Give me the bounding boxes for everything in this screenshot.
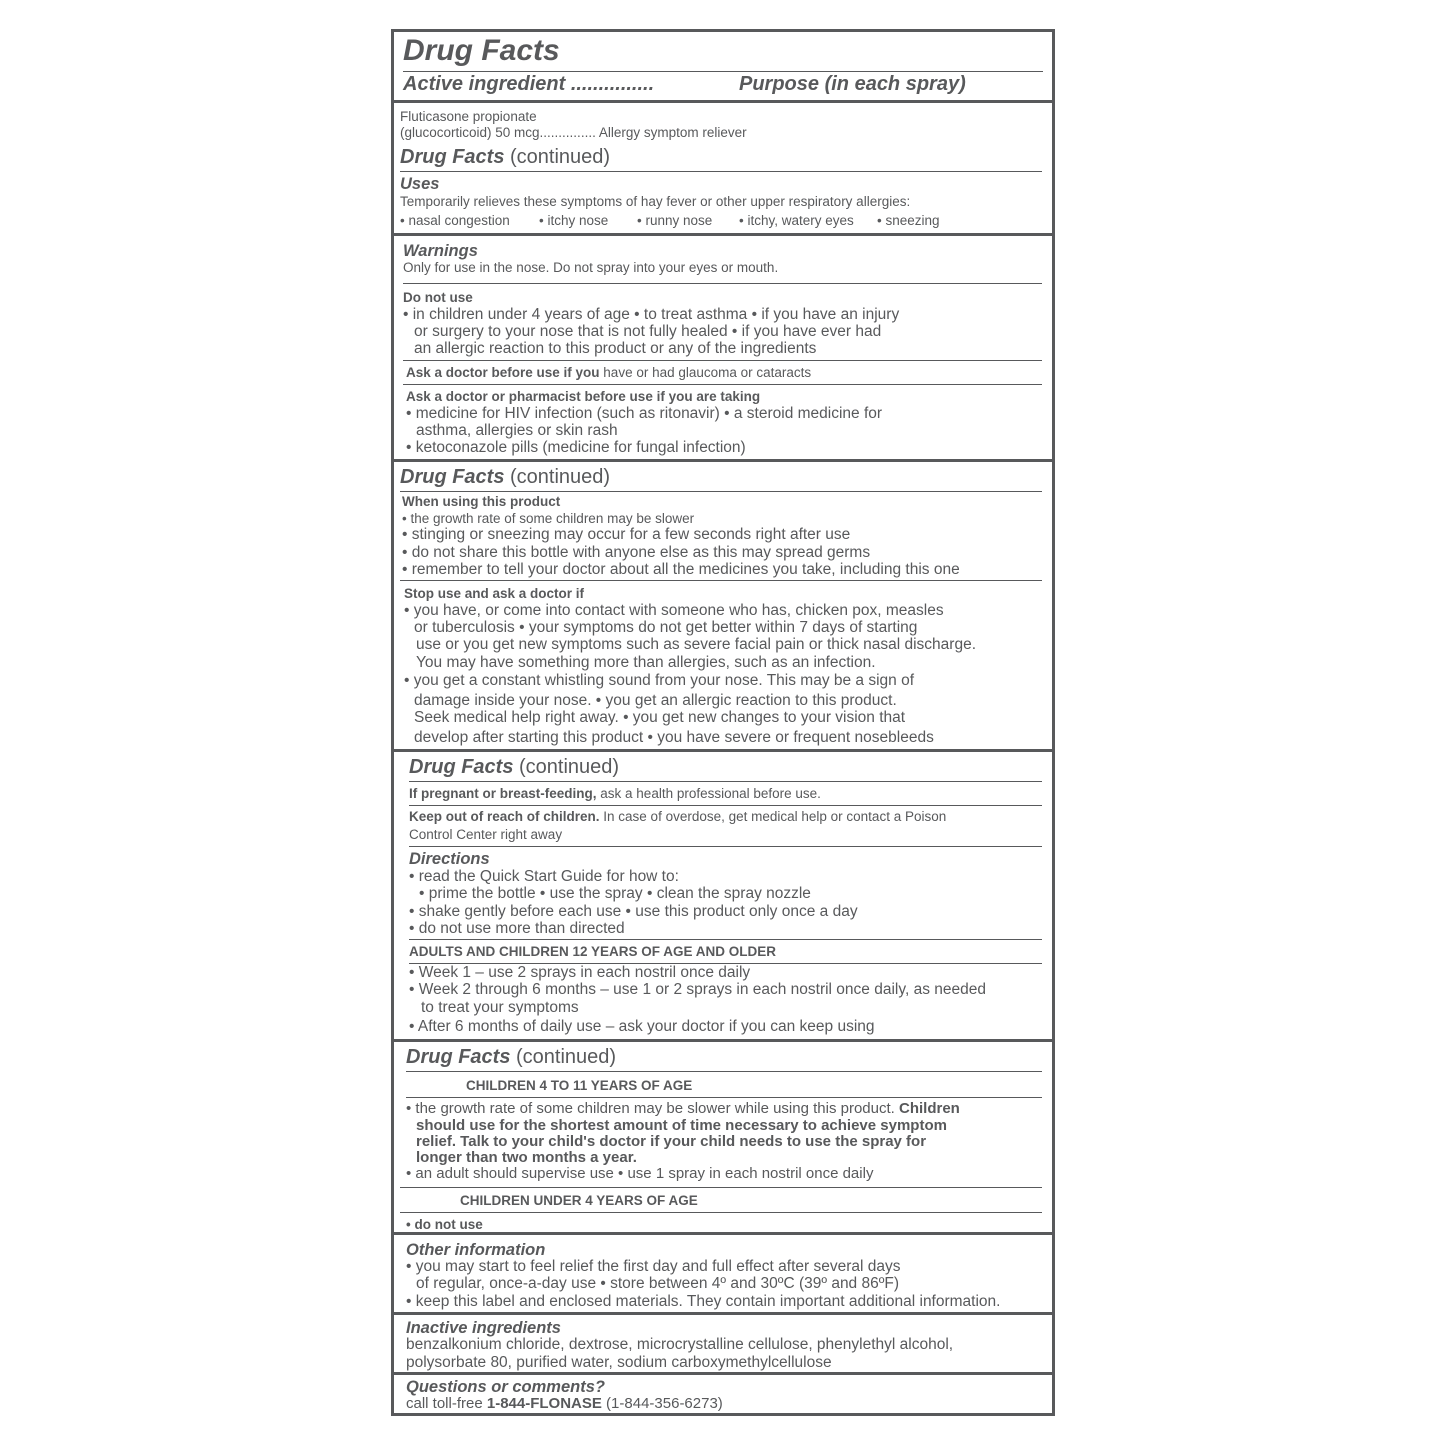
title-rule <box>403 71 1043 72</box>
stop-use-line: You may have something more than allergies, such as an infection. <box>416 654 876 671</box>
ask-pharmacist-line: • medicine for HIV infection (such as ritonavir) • a steroid medicine for <box>406 405 883 422</box>
directions-line: • do not use more than directed <box>409 920 625 937</box>
uses-item: • sneezing <box>877 213 940 228</box>
inactive-line: polysorbate 80, purified water, sodium carboxymethylcellulose <box>406 1354 832 1371</box>
directions-heading: Directions <box>409 850 490 868</box>
continued-heading: Drug Facts (continued) <box>409 756 620 778</box>
do-not-use-heading: Do not use <box>403 290 473 305</box>
do-not-use-line: • in children under 4 years of age • to treat asthma • if you have an injury <box>403 306 900 323</box>
stop-use-line: use or you get new symptoms such as severe facial pain or thick nasal discharge. <box>416 636 976 653</box>
section-other-info <box>394 1232 1052 1310</box>
section-warnings <box>394 233 1052 456</box>
active-ingredient-heading: Active ingredient ............... <box>403 73 655 95</box>
keep-out-warning: Keep out of reach of children. In case of overdose, get medical help or contact a Poison <box>409 809 947 824</box>
uses-item: • nasal congestion <box>400 213 510 228</box>
other-info-line: • you may start to feel relief the first day and full effect after several days <box>406 1258 901 1275</box>
ingredient-name: Fluticasone propionate <box>400 109 537 124</box>
children-under-4-heading: CHILDREN UNDER 4 YEARS OF AGE <box>460 1193 698 1208</box>
rule <box>403 360 1042 361</box>
ask-pharmacist-line: asthma, allergies or skin rash <box>416 422 618 439</box>
continued-heading: Drug Facts (continued) <box>400 466 611 488</box>
rule <box>403 384 1042 385</box>
stop-use-line: • you have, or come into contact with someone who has, chicken pox, measles <box>404 602 944 619</box>
section-children <box>394 1039 1052 1232</box>
rule <box>400 1187 1042 1188</box>
warnings-intro: Only for use in the nose. Do not spray into your eyes or mouth. <box>403 260 779 275</box>
when-using-line: • stinging or sneezing may occur for a few seconds right after use <box>402 526 851 543</box>
adults-line: • Week 2 through 6 months – use 1 or 2 sprays in each nostril once daily, as needed <box>409 981 986 998</box>
ingredient-dose: (glucocorticoid) 50 mcg............... Allergy symptom reliever <box>400 125 747 140</box>
continued-heading: Drug Facts (continued) <box>400 146 611 168</box>
inactive-heading: Inactive ingredients <box>406 1319 561 1337</box>
children-4-11-line: • the growth rate of some children may be slower while using this product. Children <box>406 1100 960 1117</box>
rule <box>400 171 1042 172</box>
rule <box>409 781 1042 782</box>
drug-facts-title: Drug Facts <box>403 34 560 67</box>
stop-use-heading: Stop use and ask a doctor if <box>404 586 585 601</box>
questions-phone: call toll-free 1-844-FLONASE (1-844-356-6273) <box>406 1395 723 1412</box>
warnings-heading: Warnings <box>403 242 478 260</box>
uses-intro: Temporarily relieves these symptoms of hay fever or other upper respiratory allergies: <box>400 194 911 209</box>
ask-pharmacist-line: • ketoconazole pills (medicine for fungal infection) <box>406 439 746 456</box>
children-4-11-bold-line: longer than two months a year. <box>416 1149 637 1166</box>
directions-line: • shake gently before each use • use this product only once a day <box>409 903 858 920</box>
purpose-heading: Purpose (in each spray) <box>739 73 966 95</box>
uses-heading: Uses <box>400 175 440 193</box>
directions-line: • prime the bottle • use the spray • clean the spray nozzle <box>419 885 811 902</box>
stop-use-line: develop after starting this product • you have severe or frequent nosebleeds <box>414 729 934 746</box>
other-info-line: • keep this label and enclosed materials. They contain important additional information. <box>406 1293 1001 1310</box>
rule <box>409 846 1042 847</box>
uses-item: • itchy nose <box>539 213 609 228</box>
rule <box>409 939 1042 940</box>
directions-line: • read the Quick Start Guide for how to: <box>409 868 679 885</box>
continued-heading: Drug Facts (continued) <box>406 1046 617 1068</box>
pregnant-warning: If pregnant or breast-feeding, ask a health professional before use. <box>409 786 821 801</box>
section-inactive <box>394 1312 1052 1371</box>
adults-heading: ADULTS AND CHILDREN 12 YEARS OF AGE AND OLDER <box>409 944 777 959</box>
section-questions <box>394 1372 1052 1412</box>
rule <box>409 805 1042 806</box>
keep-out-line2: Control Center right away <box>409 827 563 842</box>
stop-use-line: or tuberculosis • your symptoms do not get better within 7 days of starting <box>414 619 918 636</box>
ask-doctor: Ask a doctor before use if you have or had glaucoma or cataracts <box>406 365 812 380</box>
children-4-11-bold-line: relief. Talk to your child's doctor if your child needs to use the spray for <box>416 1133 927 1150</box>
other-info-heading: Other information <box>406 1241 546 1259</box>
when-using-line: • the growth rate of some children may be slower <box>402 511 695 526</box>
section-when-using <box>394 459 1052 746</box>
drug-facts-label <box>391 29 1055 1416</box>
section-directions <box>394 749 1052 1035</box>
adults-line: to treat your symptoms <box>421 999 579 1016</box>
rule <box>406 1071 1042 1072</box>
section-ingredient-uses <box>394 100 1052 228</box>
children-4-11-bold-line: should use for the shortest amount of time necessary to achieve symptom <box>416 1117 947 1134</box>
rule <box>400 491 1042 492</box>
adults-line: • After 6 months of daily use – ask your doctor if you can keep using <box>409 1018 875 1035</box>
children-4-11-heading: CHILDREN 4 TO 11 YEARS OF AGE <box>466 1078 693 1093</box>
ask-pharmacist-heading: Ask a doctor or pharmacist before use if you are taking <box>406 389 761 404</box>
stop-use-line: damage inside your nose. • you get an allergic reaction to this product. <box>414 692 897 709</box>
adults-line: • Week 1 – use 2 sprays in each nostril once daily <box>409 964 751 981</box>
children-4-11-line: • an adult should supervise use • use 1 spray in each nostril once daily <box>406 1165 874 1182</box>
when-using-heading: When using this product <box>402 494 561 509</box>
stop-use-line: • you get a constant whistling sound from your nose. This may be a sign of <box>404 672 915 689</box>
stop-use-line: Seek medical help right away. • you get new changes to your vision that <box>414 709 906 726</box>
do-not-use-line: or surgery to your nose that is not fully healed • if you have ever had <box>414 323 882 340</box>
when-using-line: • remember to tell your doctor about all the medicines you take, including this one <box>402 561 960 578</box>
do-not-use-line: an allergic reaction to this product or any of the ingredients <box>414 340 817 357</box>
uses-item: • itchy, watery eyes <box>739 213 854 228</box>
rule <box>403 283 1042 284</box>
rule <box>400 1212 1042 1213</box>
questions-heading: Questions or comments? <box>406 1378 605 1396</box>
uses-item: • runny nose <box>637 213 713 228</box>
rule <box>406 1097 1042 1098</box>
inactive-line: benzalkonium chloride, dextrose, microcrystalline cellulose, phenylethyl alcohol, <box>406 1336 954 1353</box>
other-info-line: of regular, once-a-day use • store between 4º and 30ºC (39º and 86ºF) <box>416 1275 900 1292</box>
rule <box>400 580 1042 581</box>
when-using-line: • do not share this bottle with anyone else as this may spread germs <box>402 544 871 561</box>
children-under-4-line: • do not use <box>406 1217 483 1232</box>
